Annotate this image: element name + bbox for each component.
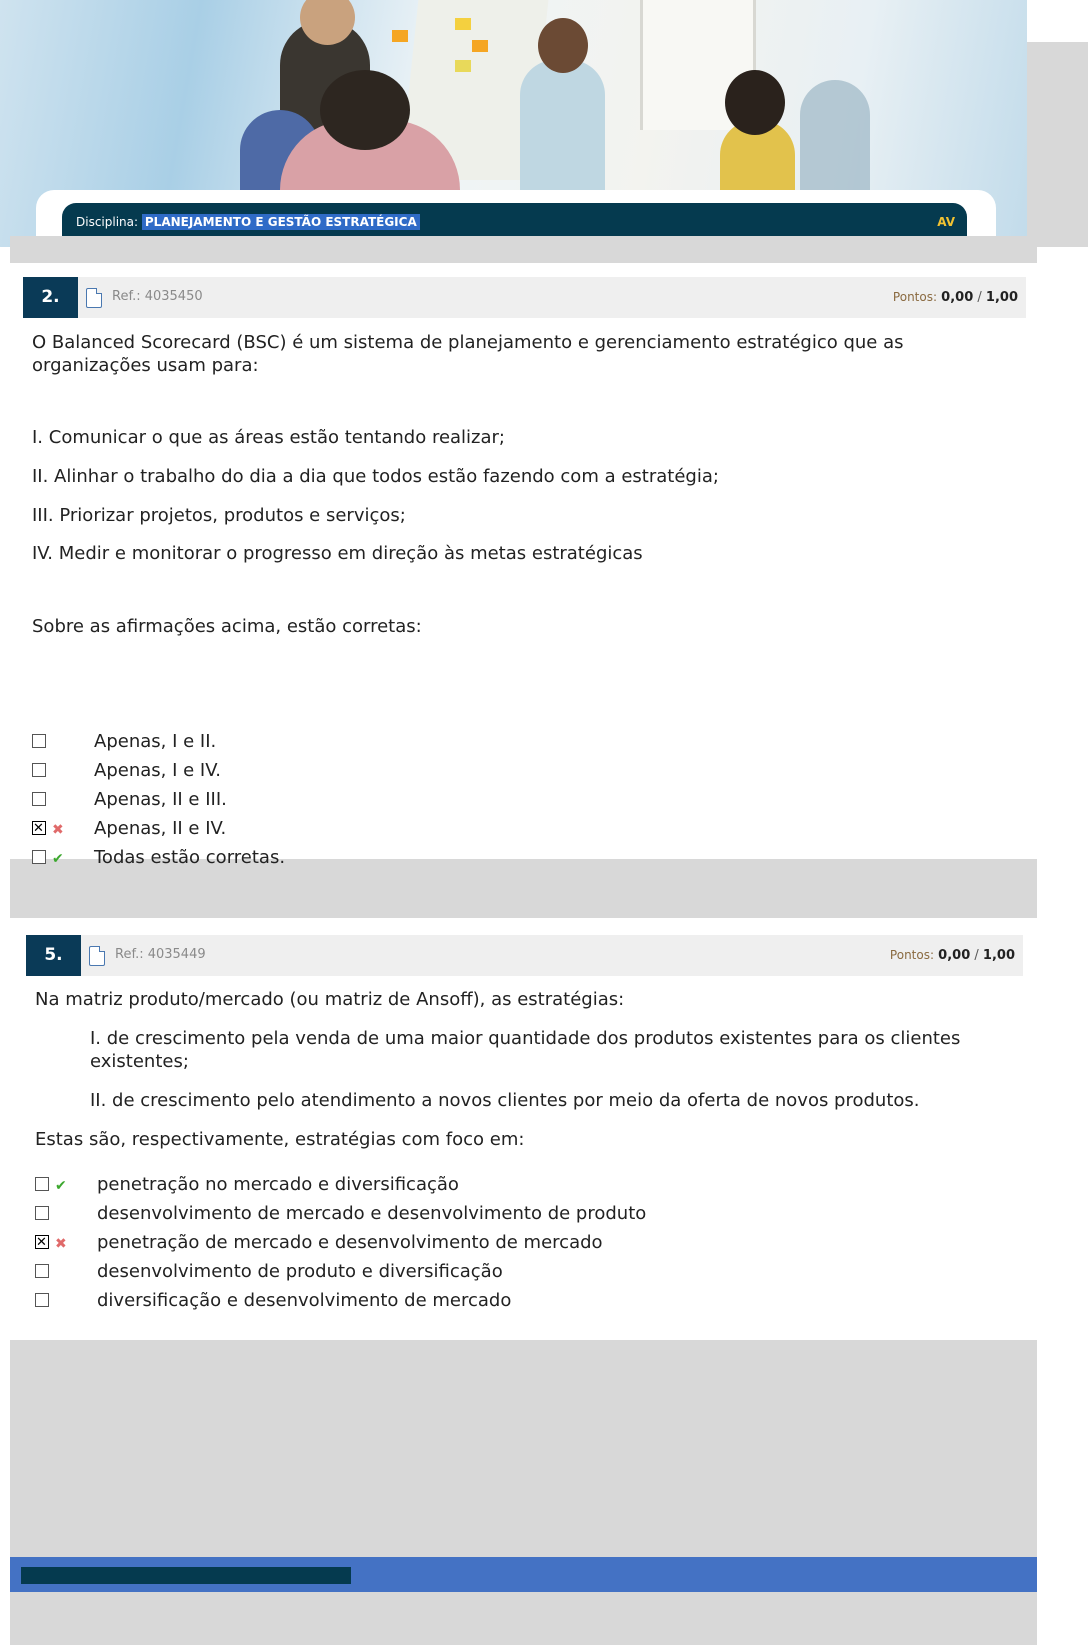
option-checkbox[interactable] (32, 850, 46, 864)
question-ref: Ref.: 4035449 (115, 947, 206, 962)
question-intro: Na matriz produto/mercado (ou matriz de Ansoff), as estratégias: (35, 989, 625, 1010)
points-label: Pontos: (889, 948, 935, 962)
question-number: 5. (26, 935, 81, 976)
option-checkbox[interactable] (35, 1177, 49, 1191)
option-checkbox[interactable] (32, 734, 46, 748)
points-score: 0,00 (941, 290, 974, 305)
question-number: 2. (23, 277, 78, 318)
question-header (26, 935, 1023, 976)
statement: III. Priorizar projetos, produtos e serviços; (32, 505, 406, 526)
discipline-value: PLANEJAMENTO E GESTÃO ESTRATÉGICA (142, 214, 420, 230)
wrong-answer-icon: ✖ (52, 822, 64, 838)
points-separator: / (974, 948, 979, 963)
footer-block (21, 1567, 351, 1584)
option-checkbox[interactable] (35, 1264, 49, 1278)
person-illustration (320, 70, 410, 150)
option-checkbox-checked[interactable] (32, 821, 46, 835)
option-label: Todas estão corretas. (94, 847, 286, 868)
statement: IV. Medir e monitorar o progresso em direção às metas estratégicas (32, 543, 643, 564)
question-header (23, 277, 1026, 318)
sticky-note (455, 18, 471, 30)
option-label: penetração no mercado e diversificação (97, 1174, 459, 1195)
statement: I. de crescimento pela venda de uma maior quantidade dos produtos existentes para os clientes existentes; (90, 1028, 961, 1072)
question-card (10, 918, 1037, 1340)
person-illustration (800, 80, 870, 200)
option-label: Apenas, II e III. (94, 789, 227, 810)
discipline-label-text: Disciplina: (76, 215, 139, 229)
points-score: 0,00 (938, 948, 971, 963)
question-ref: Ref.: 4035450 (112, 289, 203, 304)
question-points (893, 290, 1018, 305)
option-label: Apenas, I e IV. (94, 760, 221, 781)
option-checkbox[interactable] (35, 1206, 49, 1220)
correct-answer-icon: ✔ (52, 851, 64, 867)
option-checkbox[interactable] (35, 1293, 49, 1307)
points-max: 1,00 (985, 290, 1018, 305)
statement: II. de crescimento pelo atendimento a novos clientes por meio da oferta de novos produtos. (90, 1090, 920, 1111)
points-max: 1,00 (982, 948, 1015, 963)
question-prompt: Estas são, respectivamente, estratégias com foco em: (35, 1129, 525, 1150)
person-illustration (725, 70, 785, 135)
question-intro: O Balanced Scorecard (BSC) é um sistema de planejamento e gerenciamento estratégico que as organizações usam para: (32, 332, 904, 376)
option-label: Apenas, II e IV. (94, 818, 227, 839)
document-icon[interactable] (89, 946, 105, 966)
question-prompt: Sobre as afirmações acima, estão corretas: (32, 616, 422, 637)
correct-answer-icon: ✔ (55, 1178, 67, 1194)
option-label: penetração de mercado e desenvolvimento de mercado (97, 1232, 603, 1253)
person-illustration (538, 18, 588, 73)
separator (10, 1340, 1037, 1645)
option-checkbox[interactable] (32, 763, 46, 777)
discipline-label (76, 215, 420, 229)
option-label: Apenas, I e II. (94, 731, 217, 752)
separator (10, 236, 1037, 263)
points-label: Pontos: (892, 290, 938, 304)
sticky-note (472, 40, 488, 52)
option-checkbox-checked[interactable] (35, 1235, 49, 1249)
document-icon[interactable] (86, 288, 102, 308)
wrong-answer-icon: ✖ (55, 1236, 67, 1252)
assessment-badge: AV (937, 215, 955, 229)
option-label: desenvolvimento de produto e diversificação (97, 1261, 503, 1282)
question-points (890, 948, 1015, 963)
person-illustration (520, 60, 605, 200)
sticky-note (455, 60, 471, 72)
option-label: diversificação e desenvolvimento de mercado (97, 1290, 512, 1311)
question-card (10, 263, 1037, 868)
sticky-note (392, 30, 408, 42)
option-checkbox[interactable] (32, 792, 46, 806)
option-label: desenvolvimento de mercado e desenvolvimento de produto (97, 1203, 647, 1224)
statement: I. Comunicar o que as áreas estão tentando realizar; (32, 427, 505, 448)
statement: II. Alinhar o trabalho do dia a dia que todos estão fazendo com a estratégia; (32, 466, 719, 487)
points-separator: / (977, 290, 982, 305)
